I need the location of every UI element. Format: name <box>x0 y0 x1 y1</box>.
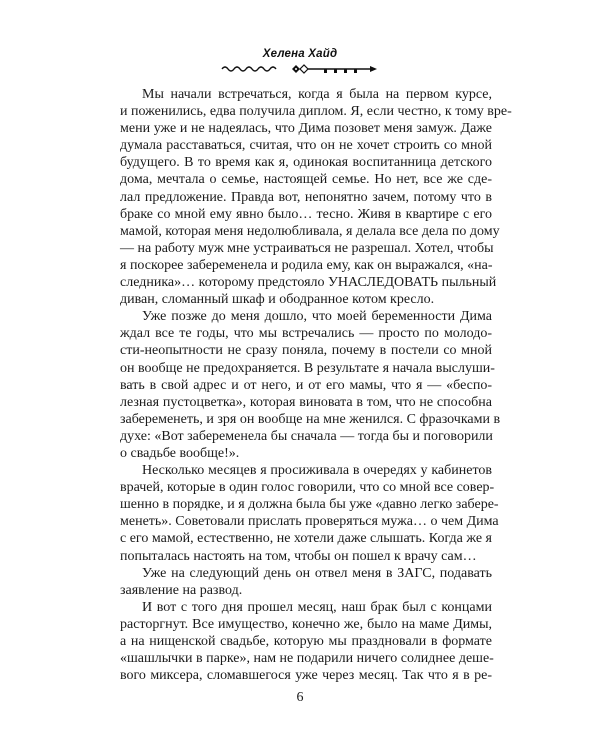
text-line: Несколько месяцев я просиживала в очередях у кабинетов <box>142 463 492 479</box>
ornamental-divider-icon <box>220 63 380 75</box>
text-line: лезная пустоцветка», которая виновата в том, что не способна <box>120 394 492 410</box>
text-line: мени уже и не надеялась, что Дима позовет меня замуж. Даже <box>120 121 492 137</box>
text-line: Уже на следующий день он отвел меня в ЗАГС, подавать <box>142 565 492 581</box>
text-line: будущего. В то время как я, одинокая воспитанница детского <box>120 155 492 171</box>
text-line: браке со мной ему явно было… тесно. Живя в квартире с его <box>120 206 492 222</box>
text-line: о свадьбе вообще!». <box>120 445 240 461</box>
text-line: мамой, которая меня недолюбливала, я делала все дела по дому <box>120 223 500 239</box>
text-line: а на нищенской свадьбе, которую мы праздновали в формате <box>120 634 492 649</box>
text-line: забеременеть, и зря он вообще на мне женился. С фразочками в <box>120 411 501 427</box>
text-line: шенно в порядке, и я должна была бы уже «давно легко забере- <box>120 497 499 513</box>
text-line: думала расставаться, считая, что он не хочет строить со мной <box>120 138 492 154</box>
text-line: духе: «Вот забеременела бы сначала — тогда бы и поговорили <box>120 428 493 444</box>
text-line: диван, сломанный шкаф и ободранное котом кресло. <box>120 292 435 308</box>
paragraph <box>120 86 512 308</box>
text-line: с его мамой, естественно, не хотели даже слышать. Когда же я <box>120 531 492 547</box>
text-line: ждал все те годы, что мы встречались — просто по молодо- <box>120 326 492 342</box>
text-line: он вообще не предохраняется. В результате я начала выслуши- <box>120 360 495 376</box>
body-text <box>120 86 512 684</box>
text-line: врачей, которые в один голос говорили, что со мной все совер- <box>120 480 495 496</box>
text-line: «шашлычки в парке», нам не подарили ничего солиднее деше- <box>120 651 494 667</box>
paragraph <box>120 462 499 565</box>
text-line: заявление на развод. <box>120 582 243 598</box>
text-line: и поженились, едва получила диплом. Я, если честно, к тому вре- <box>120 104 512 120</box>
text-line: Мы начали встречаться, когда я была на первом курсе, <box>142 87 492 102</box>
text-line: следника»… которому предстояло УНАСЛЕДОВАТЬ пыльный <box>120 275 497 291</box>
text-line: вать в свой адрес и от него, и от его мамы, что я — «беспо- <box>120 377 492 393</box>
paragraph <box>120 599 492 684</box>
text-line: попыталась настоять на том, чтобы он пошел к врачу сам… <box>120 548 477 564</box>
text-line: сти-неопытности не сразу поняла, почему в постели со мной <box>120 343 492 359</box>
text-line: я поскорее забеременела и родила ему, как он выражался, «на- <box>120 257 493 273</box>
text-line: расторгнут. Все имущество, конечно же, было на маме Димы, <box>120 616 492 632</box>
text-line: менеть». Советовали прислать проверяться мужа… о чем Дима <box>120 514 499 530</box>
text-line: лал предложение. Правда вот, непонятно зачем, потому что в <box>120 189 492 205</box>
text-line: вого миксера, сломавшегося уже через месяц. Так что я в ре- <box>120 668 492 684</box>
text-line: дома, мечтала о семье, настоящей семье. Но нет, все же сде- <box>120 172 492 188</box>
text-line: — на работу муж мне устраиваться не разрешал. Хотел, чтобы <box>120 240 494 256</box>
paragraph <box>120 565 492 599</box>
paragraph <box>120 308 501 462</box>
running-title: Хелена Хайд <box>262 48 338 60</box>
text-line: И вот с того дня прошел месяц, наш брак был с концами <box>142 599 492 615</box>
page-number: 6 <box>296 690 304 705</box>
text-line: Уже позже до меня дошло, что моей беременности Дима <box>142 309 492 325</box>
